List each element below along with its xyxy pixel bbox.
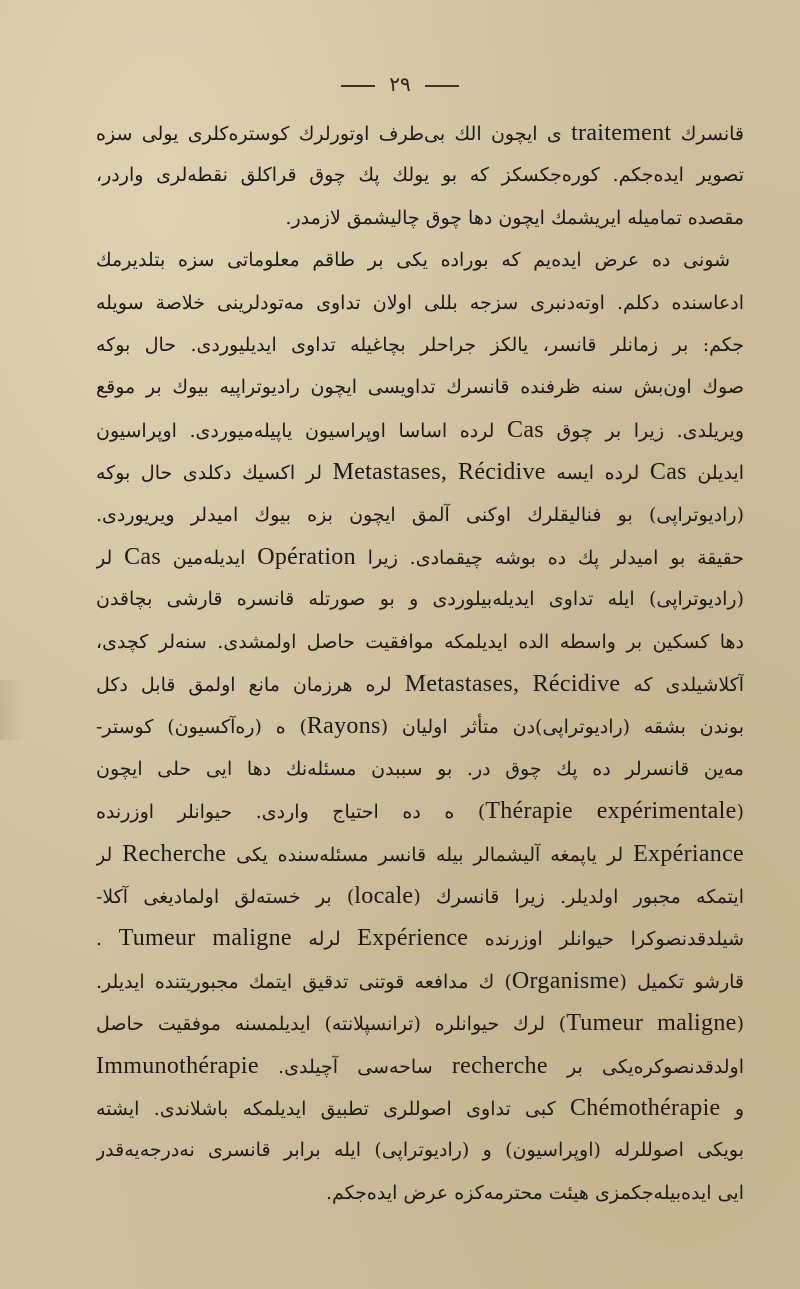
latin-term: Cas — [507, 416, 544, 443]
latin-term: Tumeur maligne — [118, 925, 292, 952]
latin-term: locale — [354, 883, 414, 910]
text-line: قارشو تكميل (Organisme) ك مدافعه قوتنى تدقيق ايتمك مجبوريتندە ايديلر. — [96, 967, 744, 994]
latin-term: Tumeur maligne — [566, 1010, 737, 1037]
page-shadow-mark — [0, 680, 24, 740]
page-number-dash-left — [341, 85, 375, 87]
latin-term: Immunothérapie — [96, 1052, 259, 1079]
latin-term: Chémothérapie — [569, 1094, 721, 1121]
text-line: بويكى اصوللرله (اوپراسيون) و (راديوتراپى) ايله برابر قانسرى نه‌درجه‌يەقدر — [96, 1139, 744, 1162]
text-line: قانسرك traitement ى ايچون الك بى‌طرف اوتورلرك كوسترەكلرى يولى سزه — [96, 120, 744, 146]
text-line: حقيقة بو اميدلر پك ده بوشه چيقمادى. زيرا Opération ايديلەمين Cas لر — [96, 543, 744, 570]
text-line: اولدقدنصوكرەيكى بر recherche ساحه‌سى آچيلدى. Immunothérapie — [96, 1052, 744, 1079]
text-line: مقصدە تماميله ايريشمك ايچون دها چوق چاليشمق لازمدر. — [285, 206, 744, 229]
text-line: جكم: بر زمانلر قانسر، يالكز جراحلر بچاغيله تداوى ايديليوردى. حال بوكه — [96, 333, 744, 356]
latin-term: traitement — [571, 120, 672, 146]
latin-term: Expérience — [357, 925, 469, 952]
text-line: ايتمكه مجبور اولديلر. زيرا قانسرك (locale) بر خسته‌لق اولماديغى آكلا- — [96, 883, 744, 910]
text-line: ايى ايده‌بيله‌جكمزى هيئت محترمەكزه عرض ايدەجكم. — [325, 1181, 744, 1204]
body-text — [96, 112, 744, 1214]
latin-term: Thérapie expérimentale — [485, 798, 737, 825]
text-line: بوندن بشقه (راديوتراپى)دن متأثر اوليان (Rayons) ه (رەآكسيون) كوستر- — [96, 713, 744, 740]
latin-term: Expériance — [633, 840, 744, 867]
latin-term: recherche — [451, 1052, 548, 1079]
latin-term: Metastases, Récidive — [332, 459, 546, 486]
latin-term: Cas — [649, 459, 687, 486]
text-line: تصوير ايدەجكم. كورەجكسكز كه بو يولك پك چوق قراكلق نقطەلرى واردر، — [96, 164, 744, 187]
text-line: ايديلن Cas لردە ايسه Metastases, Récidive لر اكسيك دكلدى حال بوكه — [96, 459, 744, 486]
text-line: (راديوتراپى) بو فناليقلرك اوكنى آلمق ايچون بزه بيوك اميدلر ويريوردى. — [96, 503, 744, 526]
latin-term: Organisme — [511, 967, 620, 994]
text-line: ادعاسندە دكلم. اوتەدنبرى سزجه بللى اولان تداوى مەتودلرينى خلاصة سويله‌ — [96, 291, 744, 314]
latin-term: Opération — [257, 543, 356, 570]
latin-term: Rayons — [306, 713, 381, 740]
page-number-text: ٢٩ — [389, 72, 411, 96]
latin-term: Metastases, Récidive — [404, 671, 621, 698]
text-line: (راديوتراپى) ايله تداوى ايديله‌بيلوردى و بو صورتله قانسره قارشى بچاقدن — [96, 588, 744, 611]
text-line: دها كسكين بر واسطه الده ايديلمكه موافقيت حاصل اولمشدى. سنه‌لر كچدى، — [96, 630, 744, 653]
text-line: (Tumeur maligne) لرك حيوانلرە (ترانسپلانته) ايديلمسنه موفقيت حاصل — [96, 1010, 744, 1037]
text-line: صوك اون‌بش سنه ظرفندە قانسرك تداويسى ايچون راديوتراپيه بيوك بر موقع — [96, 376, 744, 399]
text-line: شونى ده عرض ايدەيم كه بورادە يكى بر طاقم معلوماتى سزه بتلديرمك — [96, 249, 730, 272]
text-line: شيلدقدنصوكرا حيوانلر اوزرنده Expérience لرله Tumeur maligne . — [96, 925, 744, 952]
text-line: (Thérapie expérimentale) ه ده احتياج واردى. حيوانلر اوزرنده — [96, 798, 744, 825]
latin-term: Recherche — [122, 840, 227, 867]
text-line: ويريلدى. زيرا بر چوق Cas لردە اساسا اوپراسيون ياپيلەميوردى. اوپراسيون — [96, 416, 744, 443]
text-line: مەين قانسرلر ده پك چوق در. بو سببدن مسئله‌نك دها ايى حلى ايچون — [96, 757, 744, 780]
text-line: Expériance لر ياپمغه آليشمالر بيله قانسر مسئله‌سندە يكى Recherche لر — [96, 840, 744, 867]
page-number-dash-right — [425, 85, 459, 87]
text-line: آكلاشيلدى كه Metastases, Récidive لره هرزمان مانع اولمق قابل دكل — [96, 671, 744, 698]
page-number — [0, 72, 800, 96]
latin-term: Cas — [124, 543, 161, 570]
text-line: و Chémothérapie كبى تداوى اصوللرى تطبيق ايديلمكه باشلاندى. ايشته — [96, 1094, 744, 1121]
